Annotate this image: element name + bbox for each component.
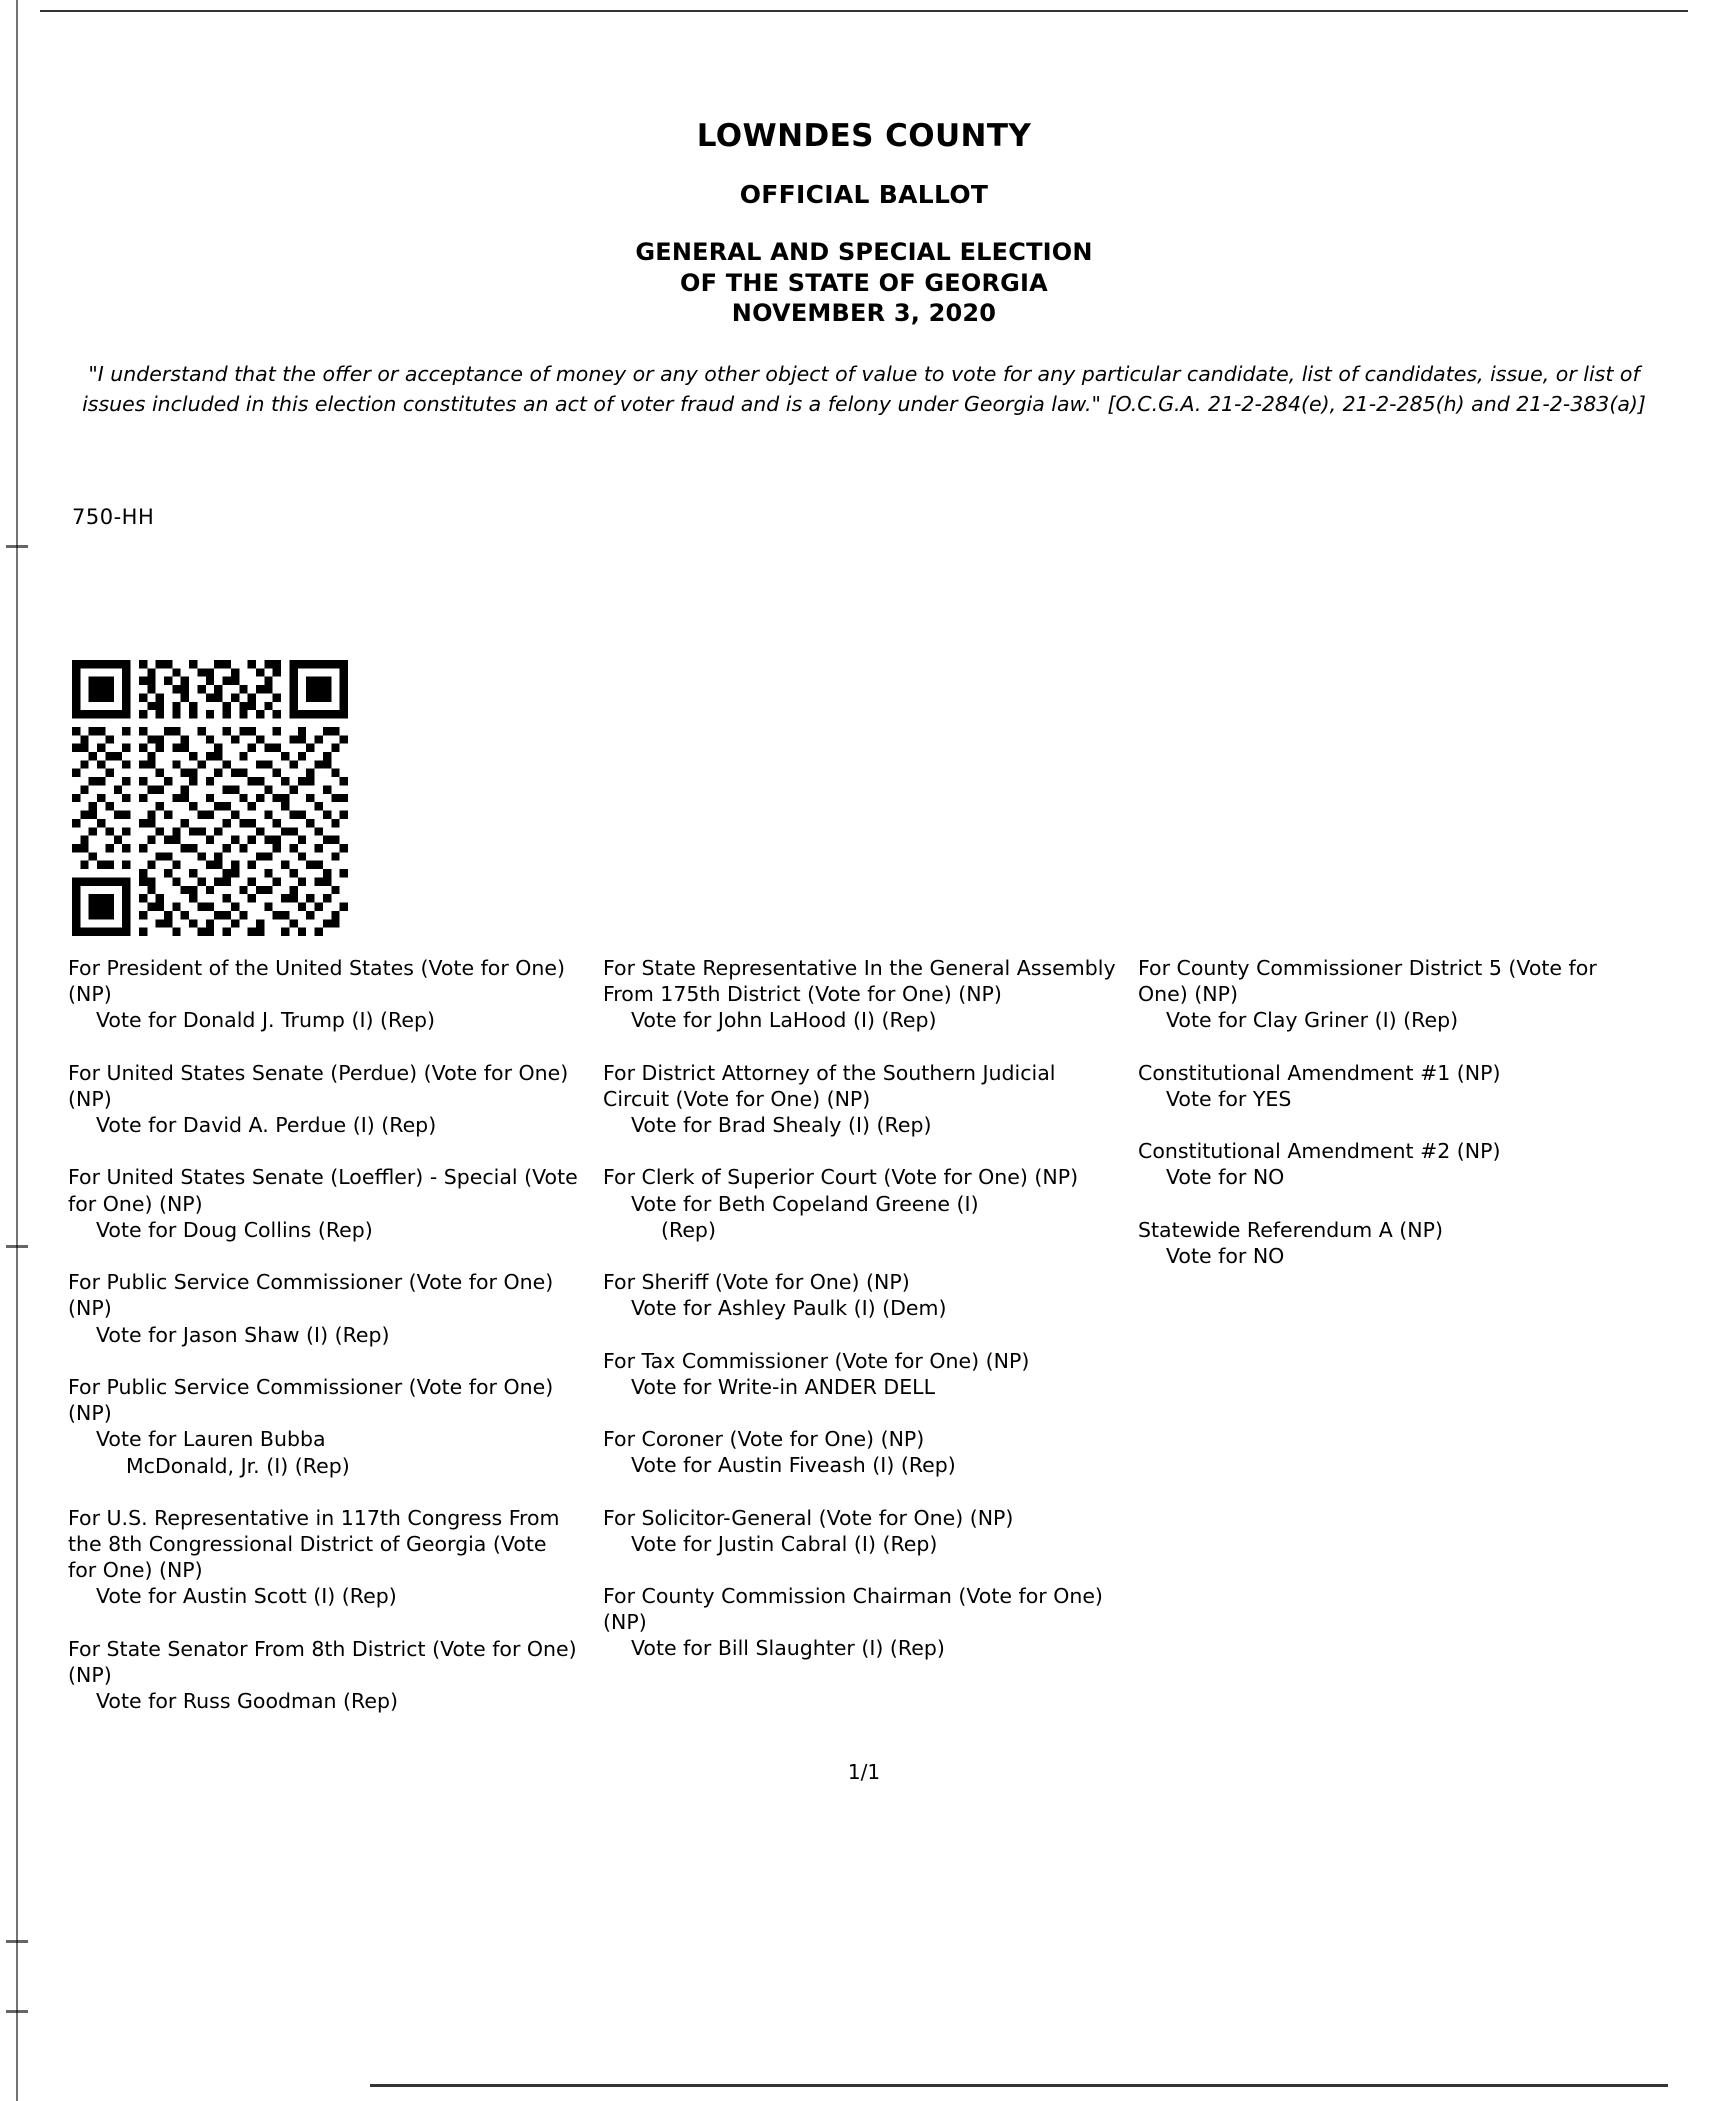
contest-columns: [68, 955, 1668, 1740]
ballot-style-id: 750-HH: [72, 505, 155, 529]
contest-title: For County Commission Chairman (Vote for One) (NP): [603, 1583, 1103, 1635]
qr-code-icon: [72, 660, 348, 936]
contest-selection: Vote for Austin Fiveash (I) (Rep): [631, 1453, 956, 1478]
contest-selection: Vote for Clay Griner (I) (Rep): [1166, 1008, 1459, 1033]
contest-selection: Vote for Write-in ANDER DELL: [631, 1374, 936, 1399]
contest-coroner: [603, 1426, 1116, 1478]
contest-selection: Vote for NO: [1166, 1165, 1285, 1190]
election-date: NOVEMBER 3, 2020: [731, 299, 997, 328]
contest-selection-continued: McDonald, Jr. (I) (Rep): [126, 1453, 350, 1478]
contest-column-2: [603, 955, 1138, 1740]
contest-solicitor-general: [603, 1505, 1116, 1557]
contest-title: For Clerk of Superior Court (Vote for One) (NP): [603, 1165, 1079, 1190]
contest-us-senate-perdue: [68, 1060, 581, 1139]
election-title-line1: GENERAL AND SPECIAL ELECTION: [635, 238, 1093, 266]
contest-title: For United States Senate (Loeffler) - Special (Vote for One) (NP): [68, 1165, 578, 1216]
contest-column-3: [1138, 955, 1668, 1740]
contest-title: For County Commissioner District 5 (Vote for One) (NP): [1138, 956, 1597, 1007]
contest-public-service-commissioner-1: [68, 1269, 581, 1348]
voter-oath-text: "I understand that the offer or acceptance of money or any other object of value to vote for any particular candidate, list of candidates, issue, or list of issues included in this election constitutes an act of voter fraud and is a felony under Georgia law." [O.C.G.A. 21-2-284(e), 21-2-285(h) and 21-2-383(a)]: [82, 362, 1646, 417]
contest-title: For U.S. Representative in 117th Congress From the 8th Congressional District of Georgia (Vote for One) (NP): [68, 1505, 560, 1583]
contest-us-representative-8th-district: [68, 1505, 581, 1610]
contest-selection: Vote for Lauren Bubba: [96, 1427, 326, 1452]
contest-title: For Public Service Commissioner (Vote for One) (NP): [68, 1374, 554, 1426]
contest-us-senate-loeffler-special: [68, 1164, 581, 1243]
contest-selection: Vote for Russ Goodman (Rep): [96, 1689, 399, 1714]
contest-clerk-of-superior-court: [603, 1164, 1116, 1243]
contest-selection: Vote for Doug Collins (Rep): [96, 1217, 373, 1242]
contest-sheriff: [603, 1269, 1116, 1321]
contest-title: For United States Senate (Perdue) (Vote for One) (NP): [68, 1060, 569, 1111]
contest-constitutional-amendment-1: [1138, 1060, 1646, 1112]
contest-selection: Vote for Brad Shealy (I) (Rep): [631, 1113, 932, 1138]
contest-county-commission-chairman: [603, 1583, 1116, 1662]
contest-title: For State Senator From 8th District (Vote for One) (NP): [68, 1636, 577, 1687]
county-title: LOWNDES COUNTY: [696, 118, 1032, 154]
contest-selection: Vote for NO: [1166, 1243, 1285, 1268]
election-title-line2: OF THE STATE OF GEORGIA: [680, 268, 1048, 297]
contest-selection: Vote for Donald J. Trump (I) (Rep): [96, 1008, 435, 1033]
contest-title: For Coroner (Vote for One) (NP): [603, 1427, 925, 1452]
contest-constitutional-amendment-2: [1138, 1138, 1646, 1190]
contest-title: For Solicitor-General (Vote for One) (NP): [603, 1505, 1014, 1530]
contest-selection: Vote for David A. Perdue (I) (Rep): [96, 1113, 437, 1138]
contest-column-1: [68, 955, 603, 1740]
contest-district-attorney: [603, 1060, 1116, 1139]
contest-selection: Vote for Justin Cabral (I) (Rep): [631, 1531, 938, 1556]
contest-title: For State Representative In the General Assembly From 175th District (Vote for One) (NP): [603, 956, 1116, 1007]
contest-county-commissioner-district-5: [1138, 955, 1646, 1034]
official-ballot-title: OFFICIAL BALLOT: [739, 180, 989, 209]
contest-title: For Public Service Commissioner (Vote for One) (NP): [68, 1270, 554, 1321]
contest-selection: Vote for Austin Scott (I) (Rep): [96, 1584, 397, 1609]
contest-title: For President of the United States (Vote for One) (NP): [68, 956, 566, 1007]
contest-title: For District Attorney of the Southern Judicial Circuit (Vote for One) (NP): [603, 1060, 1056, 1111]
contest-title: Statewide Referendum A (NP): [1138, 1217, 1443, 1242]
ballot-header: [0, 118, 1728, 329]
contest-selection: Vote for YES: [1166, 1086, 1292, 1111]
page-number: 1/1: [847, 1760, 881, 1784]
contest-tax-commissioner: [603, 1348, 1116, 1400]
contest-selection: Vote for Bill Slaughter (I) (Rep): [631, 1636, 945, 1661]
contest-title: For Tax Commissioner (Vote for One) (NP): [603, 1348, 1030, 1373]
contest-public-service-commissioner-2: [68, 1374, 581, 1479]
contest-president: [68, 955, 581, 1034]
contest-selection: Vote for Beth Copeland Greene (I): [631, 1191, 979, 1216]
contest-title: Constitutional Amendment #1 (NP): [1138, 1060, 1501, 1085]
contest-selection: Vote for Jason Shaw (I) (Rep): [96, 1322, 390, 1347]
contest-title: For Sheriff (Vote for One) (NP): [603, 1270, 910, 1295]
contest-selection: Vote for John LaHood (I) (Rep): [631, 1008, 937, 1033]
contest-selection-continued: (Rep): [661, 1217, 716, 1242]
contest-selection: Vote for Ashley Paulk (I) (Dem): [631, 1296, 947, 1321]
contest-title: Constitutional Amendment #2 (NP): [1138, 1139, 1501, 1164]
election-title: [0, 237, 1728, 329]
contest-state-representative-175th: [603, 955, 1116, 1034]
contest-statewide-referendum-a: [1138, 1217, 1646, 1269]
contest-state-senator-8th-district: [68, 1636, 581, 1715]
